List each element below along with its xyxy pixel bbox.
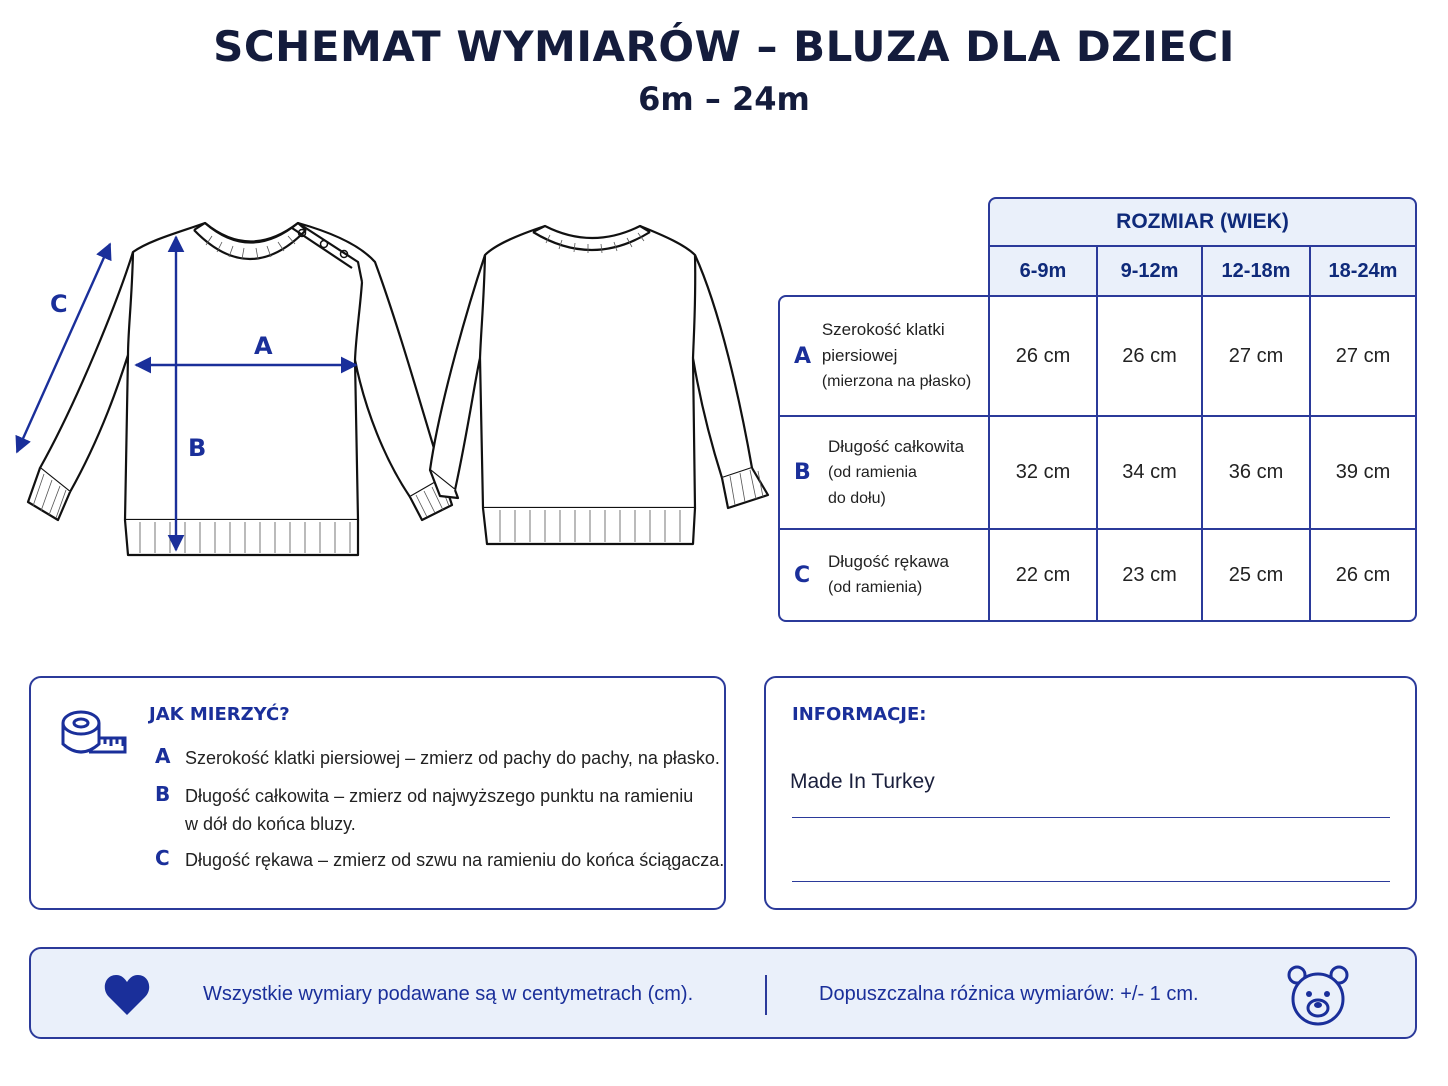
table-cell: 34 cm bbox=[1096, 415, 1203, 530]
table-cell: 27 cm bbox=[1201, 295, 1311, 417]
footer-right-text: Dopuszczalna różnica wymiarów: +/- 1 cm. bbox=[819, 983, 1199, 1005]
table-cell: 36 cm bbox=[1201, 415, 1311, 530]
footer-left-text: Wszystkie wymiary podawane są w centymetrach (cm). bbox=[203, 983, 694, 1005]
measure-text: Długość całkowita – zmierz od najwyższego punktu na ramieniu w dół do końca bluzy. bbox=[185, 786, 694, 834]
measure-item-b bbox=[155, 782, 705, 838]
footer-divider bbox=[765, 975, 767, 1015]
table-cell: 25 cm bbox=[1201, 528, 1311, 622]
info-line bbox=[792, 881, 1390, 882]
measure-letter: A bbox=[155, 744, 171, 768]
label-c: C bbox=[50, 290, 68, 318]
measure-item-a bbox=[155, 744, 725, 772]
front-view bbox=[28, 223, 452, 555]
row-desc-note: (mierzona na płasko) bbox=[821, 373, 972, 390]
size-column-header: 9-12m bbox=[1096, 245, 1203, 297]
table-cell: 26 cm bbox=[1096, 295, 1203, 417]
info-title: INFORMACJE: bbox=[792, 704, 927, 725]
measure-text: Długość rękawa – zmierz od szwu na ramieniu do końca ściągacza. bbox=[185, 850, 725, 870]
label-b: B bbox=[188, 434, 207, 462]
how-to-measure-box bbox=[29, 676, 726, 910]
table-cell: 27 cm bbox=[1309, 295, 1417, 417]
row-desc: Szerokość klatki piersiowej bbox=[821, 320, 945, 365]
table-row-header-b bbox=[778, 415, 990, 530]
table-cell: 32 cm bbox=[988, 415, 1098, 530]
size-table bbox=[778, 197, 1417, 622]
size-group-header: ROZMIAR (WIEK) bbox=[988, 197, 1417, 247]
page-title: SCHEMAT WYMIARÓW – BLUZA DLA DZIECI bbox=[213, 22, 1235, 71]
row-desc-note: (od ramienia) bbox=[828, 579, 923, 596]
measure-letter: C bbox=[155, 846, 170, 870]
measuring-tape-icon bbox=[59, 708, 129, 760]
size-column-header: 12-18m bbox=[1201, 245, 1311, 297]
size-column-header: 18-24m bbox=[1309, 245, 1417, 297]
row-letter: B bbox=[794, 460, 811, 485]
measure-letter: B bbox=[155, 782, 171, 806]
sweatshirt-sketch bbox=[0, 200, 775, 565]
table-row-header-a bbox=[778, 295, 990, 417]
row-letter: C bbox=[794, 562, 811, 588]
page-subtitle: 6m – 24m bbox=[638, 80, 810, 118]
footer-bar bbox=[29, 947, 1417, 1039]
table-cell: 26 cm bbox=[988, 295, 1098, 417]
table-cell: 39 cm bbox=[1309, 415, 1417, 530]
measure-item-c bbox=[155, 846, 725, 874]
info-box bbox=[764, 676, 1417, 910]
row-desc: Długość rękawa bbox=[828, 552, 949, 571]
how-to-measure-title: JAK MIERZYĆ? bbox=[149, 704, 290, 725]
row-letter: A bbox=[794, 343, 812, 369]
measure-text: Szerokość klatki piersiowej – zmierz od pachy do pachy, na płasko. bbox=[185, 748, 720, 768]
table-cell: 23 cm bbox=[1096, 528, 1203, 622]
table-cell: 22 cm bbox=[988, 528, 1098, 622]
label-a: A bbox=[254, 332, 273, 360]
size-column-header: 6-9m bbox=[988, 245, 1098, 297]
row-desc: Długość całkowita bbox=[828, 436, 965, 456]
back-view bbox=[430, 226, 768, 544]
table-cell: 26 cm bbox=[1309, 528, 1417, 622]
info-text: Made In Turkey bbox=[790, 770, 935, 793]
heart-icon bbox=[103, 973, 151, 1017]
row-desc-note: (od ramienia do dołu) bbox=[828, 463, 917, 507]
info-line bbox=[792, 817, 1390, 818]
table-row-header-c bbox=[778, 528, 990, 622]
teddy-bear-icon bbox=[1285, 963, 1351, 1027]
